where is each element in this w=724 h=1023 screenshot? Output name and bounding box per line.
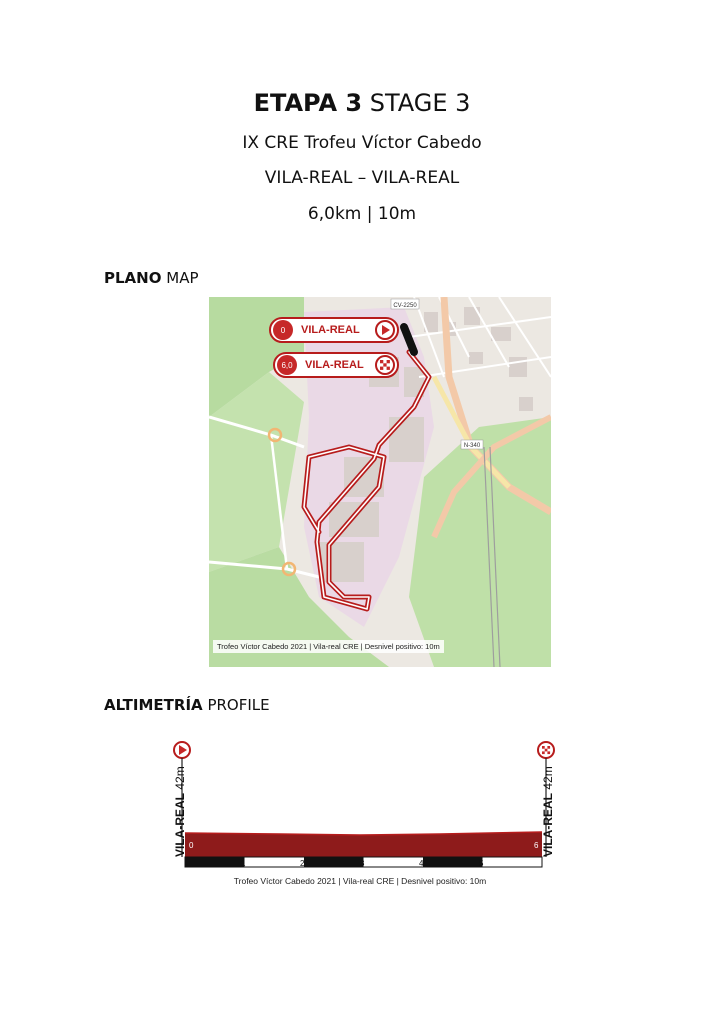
profile-heading-en: PROFILE — [207, 696, 270, 714]
map-caption: Trofeo Víctor Cabedo 2021 | Vila-real CRE | Desnivel positivo: 10m — [213, 640, 444, 653]
finish-profile-place: VILA-REAL — [541, 793, 555, 857]
km-tick: 4 — [419, 859, 424, 868]
road-label: CV-2250 — [393, 303, 417, 309]
play-icon — [174, 742, 190, 758]
km-tick: 3 — [360, 859, 365, 868]
stage-title-es: ETAPA 3 — [253, 89, 363, 117]
stage-title-en: STAGE 3 — [369, 89, 471, 117]
start-marker — [269, 317, 399, 343]
road-label: N-340 — [463, 443, 481, 449]
start-profile-place: VILA-REAL — [173, 793, 187, 857]
map-section-heading — [104, 268, 199, 288]
finish-km: 6,0 — [277, 355, 297, 375]
elevation-profile — [160, 735, 560, 895]
start-point — [410, 344, 416, 350]
profile-canvas — [160, 735, 560, 895]
start-place: VILA-REAL — [301, 324, 360, 336]
start-altitude: 42m — [173, 766, 187, 790]
stage-title — [0, 88, 724, 118]
km-tick: 2 — [300, 859, 305, 868]
route-map — [209, 297, 551, 667]
km-tick: 1 — [241, 859, 246, 868]
finish-location-label — [541, 766, 555, 857]
finish-altitude: 42m — [541, 766, 555, 790]
elevation-area — [185, 832, 542, 857]
profile-heading-es: ALTIMETRÍA — [104, 696, 203, 714]
map-heading-en: MAP — [166, 269, 199, 287]
route-name: VILA-REAL – VILA-REAL — [264, 168, 460, 188]
checkered-flag-icon — [538, 742, 554, 758]
finish-marker — [273, 352, 399, 378]
distance-elevation: 6,0km | 10m — [307, 204, 417, 224]
checkered-flag-icon — [375, 355, 395, 375]
profile-caption: Trofeo Víctor Cabedo 2021 | Vila-real CRE | Desnivel positivo: 10m — [233, 876, 487, 886]
profile-section-heading — [104, 695, 270, 715]
km-tick: 5 — [479, 859, 484, 868]
finish-place: VILA-REAL — [305, 359, 364, 371]
start-location-label — [173, 766, 187, 857]
play-icon — [375, 320, 395, 340]
km-tick: 6 — [534, 841, 539, 850]
start-km: 0 — [273, 320, 293, 340]
map-heading-es: PLANO — [104, 269, 162, 287]
km-tick: 0 — [189, 841, 194, 850]
race-name: IX CRE Trofeu Víctor Cabedo — [242, 133, 482, 153]
